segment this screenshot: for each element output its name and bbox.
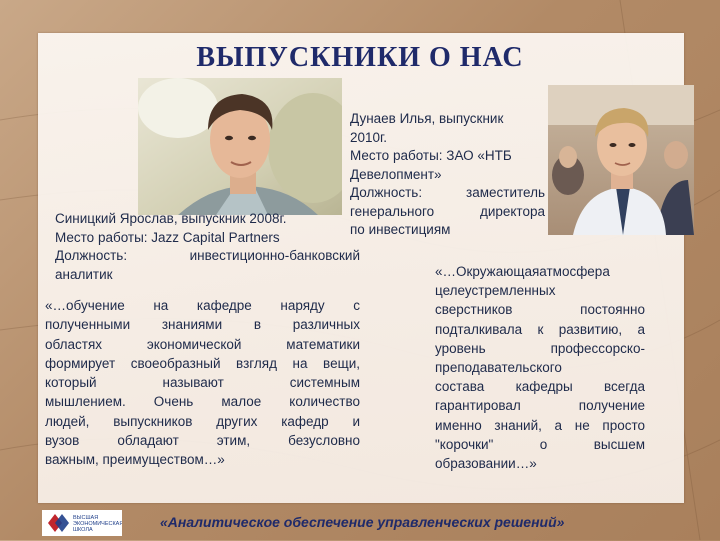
info-line: Синицкий Ярослав, выпускник 2008г. [55, 211, 287, 226]
graduate-right-photo [548, 85, 694, 235]
info-line: Место работы: ЗАО «НТБ [350, 148, 512, 163]
quote-line: подталкивала к развитию, а [435, 321, 645, 337]
quote-line: уровень профессорско- [435, 340, 645, 356]
quote-line: сверстников постоянно [435, 302, 645, 318]
quote-line: «…обучение на кафедре наряду с [45, 298, 360, 313]
quote-line: областях экономической математики [45, 336, 360, 352]
info-line: аналитик [55, 266, 113, 282]
quote-line: преподавательского [435, 360, 562, 376]
quote-line: целеустремленных [435, 283, 556, 299]
quote-line: «…Окружающаяатмосфера [435, 264, 610, 279]
footer-slogan: «Аналитическое обеспечение управленческих решений» [160, 514, 565, 530]
quote-line: важным, преимуществом…» [45, 452, 225, 468]
logo-line: ВЫСШАЯ [73, 515, 99, 521]
info-line: Должность: инвестиционно-банковский [55, 248, 360, 263]
quote-line: "корочки" о высшем [435, 436, 645, 452]
quote-line: образовании…» [435, 456, 537, 472]
quote-line: гарантировал получение [435, 398, 645, 414]
quote-line: вузов обладают этим, безусловно [45, 433, 360, 449]
info-line: Девелопмент» [350, 166, 442, 182]
logo-line: ЭКОНОМИЧЕСКАЯ [73, 521, 122, 527]
quote-line: формирует своеобразный взгляд на вещи, [45, 355, 360, 371]
graduate-right-quote [435, 262, 645, 473]
graduate-left-photo [138, 78, 342, 215]
quote-line: именно знаний, а не просто [435, 417, 645, 433]
quote-line: полученными знаниями в различных [45, 317, 360, 333]
info-line: генерального директора [350, 203, 545, 219]
graduate-right-info [350, 110, 545, 240]
quote-line: состава кафедры всегда [435, 379, 645, 395]
info-line: по инвестициям [350, 222, 451, 237]
info-line: 2010г. [350, 129, 388, 145]
quote-line: мышлением. Очень малое количество [45, 394, 360, 410]
quote-line: который называют системным [45, 375, 360, 391]
graduate-left-quote [45, 296, 360, 470]
logo-line: ШКОЛА [73, 527, 93, 533]
info-line: Место работы: Jazz Capital Partners [55, 229, 280, 245]
graduate-left-info [55, 210, 360, 284]
university-logo [42, 510, 122, 536]
page-title: ВЫПУСКНИКИ О НАС [196, 42, 524, 73]
info-line: Должность: заместитель [350, 185, 545, 200]
info-line: Дунаев Илья, выпускник [350, 111, 504, 126]
quote-line: людей, выпускников других кафедр и [45, 413, 360, 429]
